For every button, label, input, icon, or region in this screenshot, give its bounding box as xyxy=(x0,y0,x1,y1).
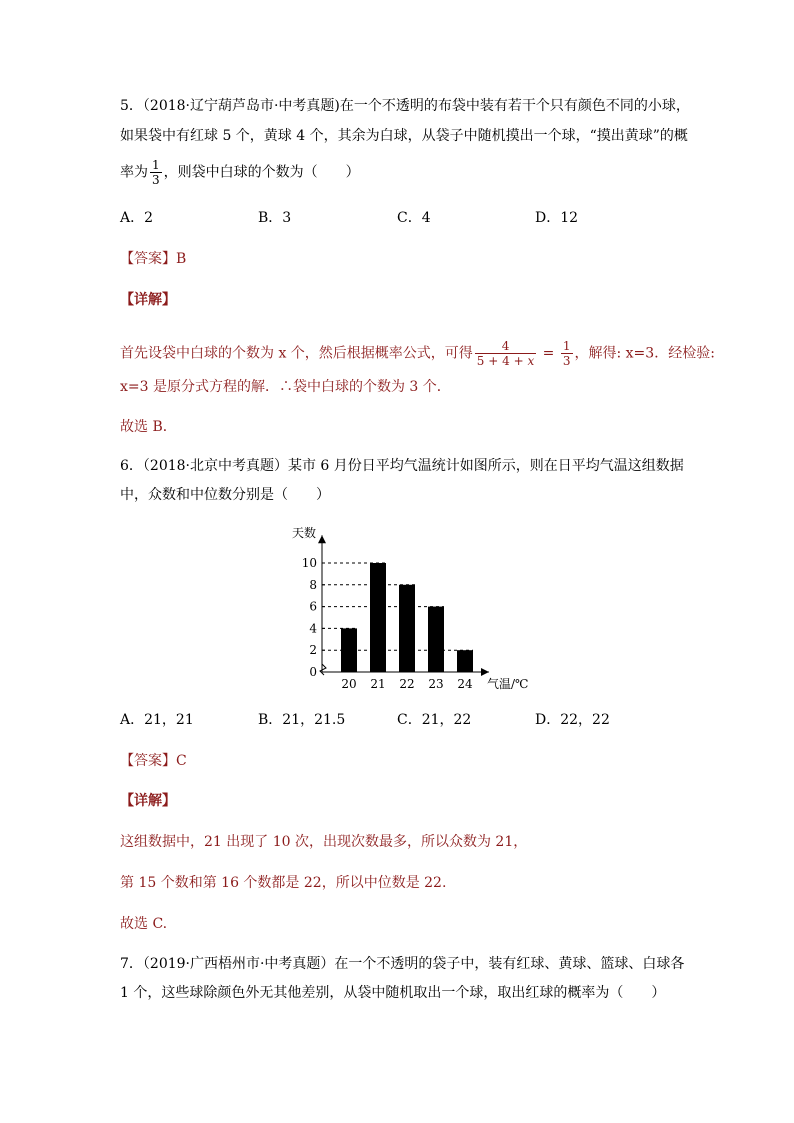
q6-detail2: 第 15 个数和第 16 个数都是 22，所以中位数是 22. xyxy=(120,875,447,891)
temperature-bar-chart xyxy=(280,518,570,698)
q5-line2: 如果袋中有红球 5 个，黄球 4 个，其余为白球，从袋子中随机摸出一个球，“摸出黄球”的概 xyxy=(120,128,688,144)
q5-line3-post: ，则袋中白球的个数为（ ） xyxy=(163,164,360,181)
q5-detail1 xyxy=(120,339,715,368)
q5-option-c: C．4 xyxy=(397,210,431,226)
q5-conclusion: 故选 B． xyxy=(120,419,177,435)
q5-frac-den: 3 xyxy=(152,173,160,187)
x-axis-title: 气温/℃ xyxy=(487,677,529,691)
q6-option-c: C．21，22 xyxy=(397,712,472,728)
q5-option-d: D．12 xyxy=(535,210,579,226)
x-axis-arrow xyxy=(481,668,489,676)
x-tick-label: 24 xyxy=(457,677,473,691)
q6-detail-label: 【详解】 xyxy=(120,793,176,809)
y-tick-label: 6 xyxy=(309,599,317,614)
y-tick-label: 4 xyxy=(309,621,317,636)
q6-line1: 6．（2018·北京中考真题）某市 6 月份日平均气温统计如图所示，则在日平均气温这组数据 xyxy=(120,458,684,474)
q6-detail1: 这组数据中，21 出现了 10 次，出现次数最多，所以众数为 21， xyxy=(120,834,528,850)
q5-eq-equals: = xyxy=(538,345,559,362)
q6-option-d: D．22，22 xyxy=(535,712,610,728)
x-tick-label: 23 xyxy=(428,677,444,691)
y-tick-label: 2 xyxy=(309,643,317,658)
q5-eq-rhs-num: 1 xyxy=(562,339,571,353)
q5-eq-den xyxy=(475,354,536,368)
x-tick-label: 22 xyxy=(399,677,415,691)
q5-equation-rhs xyxy=(561,339,573,368)
y-tick-label: 10 xyxy=(301,556,317,570)
q5-option-b: B．3 xyxy=(258,210,292,226)
bar xyxy=(457,650,473,672)
q6-option-a: A．21，21 xyxy=(120,712,194,728)
q5-answer: 【答案】B xyxy=(120,251,187,267)
axis-break-mark xyxy=(320,664,326,675)
q5-option-a: A．2 xyxy=(120,210,154,226)
q5-detail-label: 【详解】 xyxy=(120,292,176,308)
q6-option-b: B．21，21.5 xyxy=(258,712,346,728)
q5-detail1-pre: 首先设袋中白球的个数为 x 个，然后根据概率公式，可得 xyxy=(120,345,473,362)
q7-line2: 1 个，这些球除颜色外无其他差别，从袋中随机取出一个球，取出红球的概率为（ ） xyxy=(120,985,666,1001)
q5-eq-rhs-den: 3 xyxy=(562,354,571,368)
q5-detail1-post: ，解得: x=3．经检验: xyxy=(574,345,715,362)
q5-eq-num: 4 xyxy=(475,339,536,354)
q5-line1: 5．（2018·辽宁葫芦岛市·中考真题)在一个不透明的布袋中装有若干个只有颜色不同的小球， xyxy=(120,98,690,114)
q6-line2: 中，众数和中位数分别是（ ） xyxy=(120,487,330,503)
y-tick-label: 8 xyxy=(309,577,317,592)
q5-frac-num: 1 xyxy=(152,158,160,172)
q5-eq-den-var: x xyxy=(527,354,535,368)
bar xyxy=(370,563,386,672)
q5-line3 xyxy=(120,158,360,187)
y-axis-arrow xyxy=(318,535,326,543)
q7-line1: 7．（2019·广西梧州市·中考真题）在一个不透明的袋子中，装有红球、黄球、篮球、白球各 xyxy=(120,956,685,972)
q5-equation-lhs xyxy=(475,339,536,368)
x-tick-label: 20 xyxy=(341,677,357,691)
q6-conclusion: 故选 C. xyxy=(120,916,168,932)
bar xyxy=(399,585,415,672)
q5-line3-pre: 率为 xyxy=(120,164,148,181)
q6-answer: 【答案】C xyxy=(120,753,187,769)
q5-detail2: x=3 是原分式方程的解．∴袋中白球的个数为 3 个． xyxy=(120,379,451,395)
bar xyxy=(428,607,444,672)
y-tick-label: 0 xyxy=(309,665,317,679)
x-tick-label: 21 xyxy=(370,677,386,691)
y-axis-title: 天数 xyxy=(292,526,317,541)
q5-fraction xyxy=(150,158,162,187)
q5-eq-den-prefix: 5 + 4 + xyxy=(476,354,528,368)
